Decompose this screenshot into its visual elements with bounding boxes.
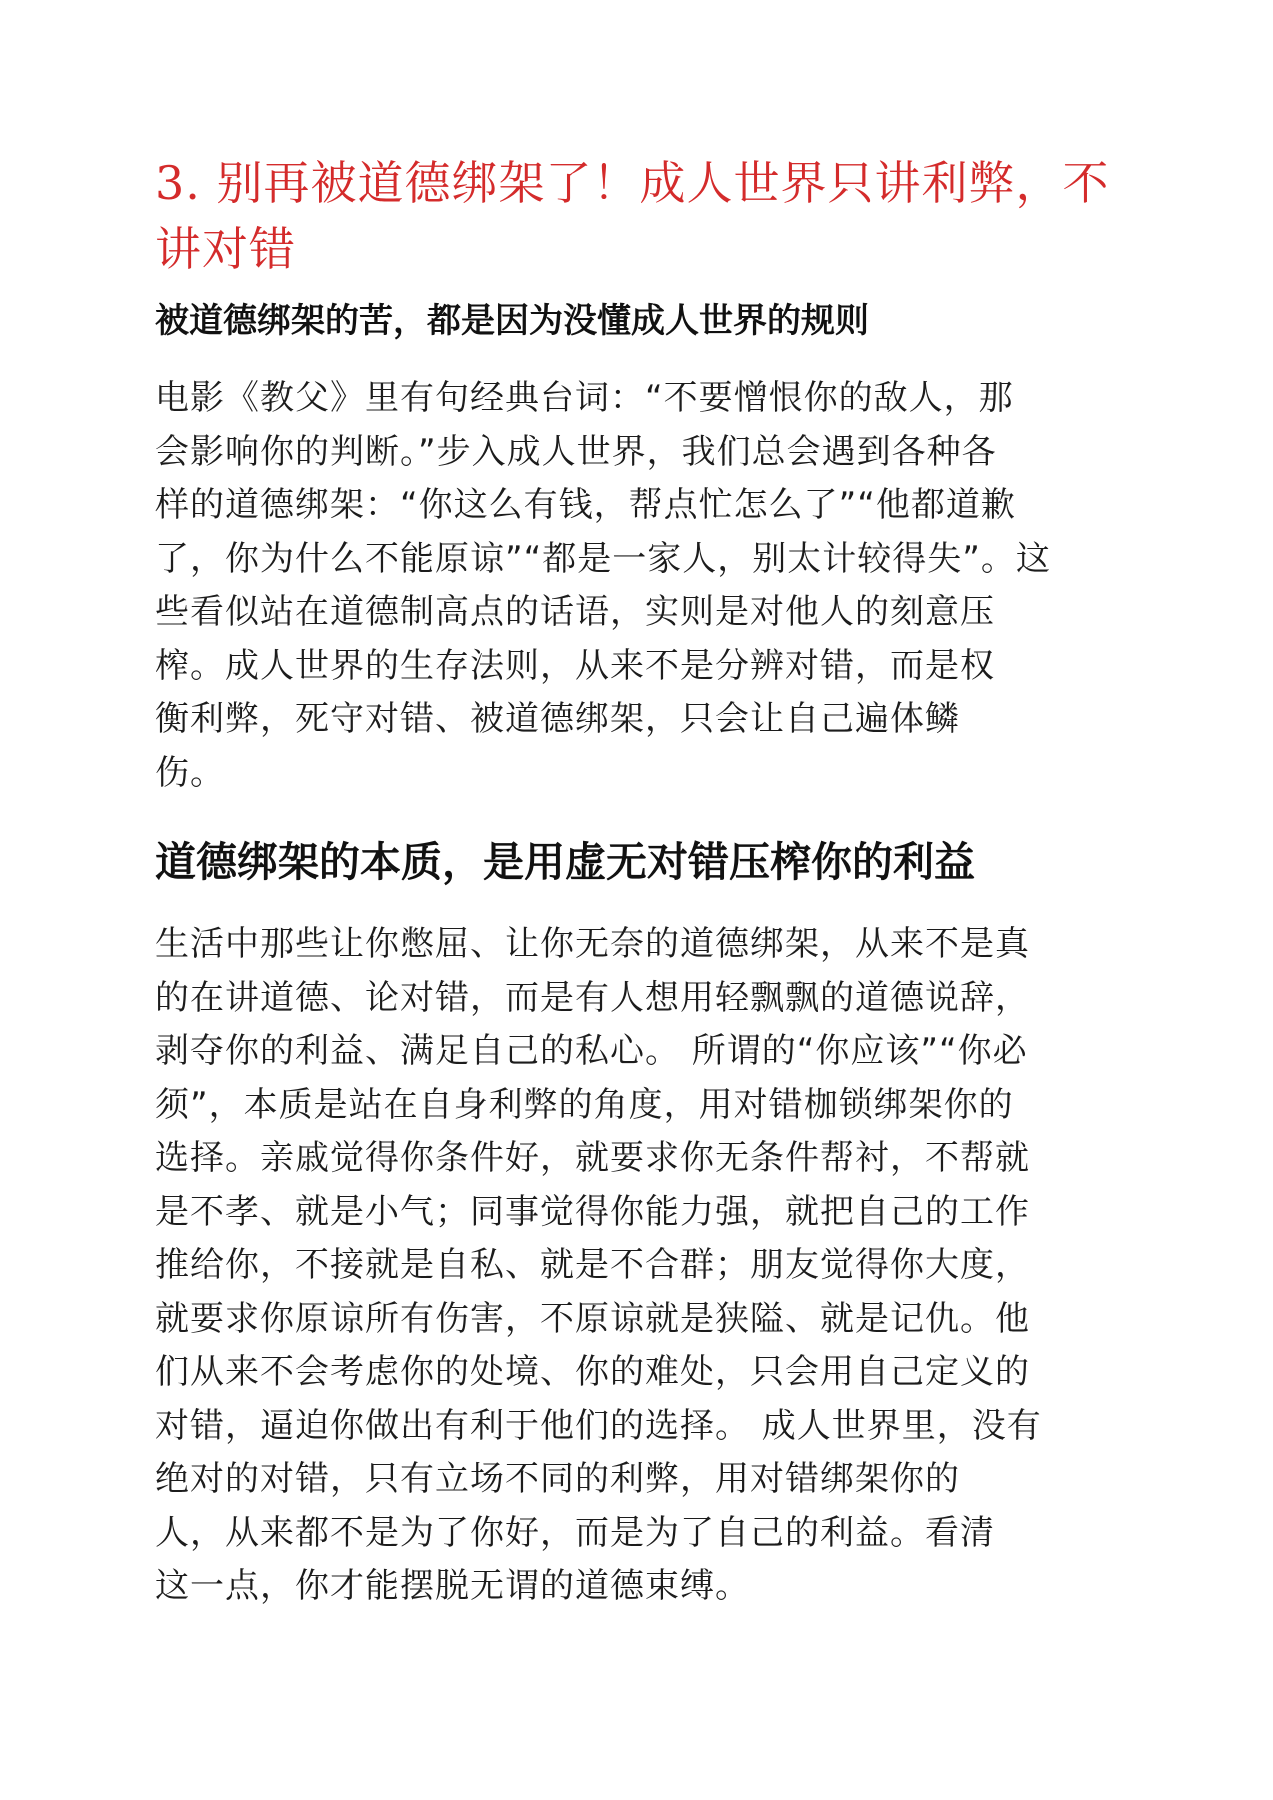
paragraph-line: 会影响你的判断。”步入成人世界，我们总会遇到各种各 (155, 431, 997, 472)
paragraph-line: 剥夺你的利益、满足自己的私心。 所谓的“你应该”“你必 (155, 1031, 1028, 1071)
paragraph-intro (155, 372, 1130, 800)
paragraph-line: 样的道德绑架：“你这么有钱，帮点忙怎么了”“他都道歉 (155, 485, 1016, 525)
paragraph-line: 榨。成人世界的生存法则，从来不是分辨对错，而是权 (155, 645, 995, 686)
title-line: 讲对错 (155, 222, 296, 276)
section-title: 道德绑架的本质，是用虚无对错压榨你的利益 (155, 838, 975, 886)
paragraph-line: 生活中那些让你憋屈、让你无奈的道德绑架，从来不是真 (155, 924, 1030, 964)
subheading: 被道德绑架的苦，都是因为没懂成人世界的规则 (155, 301, 869, 341)
paragraph-line: 衡利弊，死守对错、被道德绑架，只会让自己遍体鳞 (155, 699, 960, 739)
paragraph-line: 们从来不会考虑你的处境、你的难处，只会用自己定义的 (155, 1352, 1030, 1392)
paragraph-line: 的在讲道德、论对错，而是有人想用轻飘飘的道德说辞， (155, 977, 1030, 1018)
paragraph-line: 些看似站在道德制高点的话语，实则是对他人的刻意压 (155, 592, 995, 632)
paragraph-line: 选择。亲戚觉得你条件好，就要求你无条件帮衬，不帮就 (155, 1138, 1030, 1178)
paragraph-line: 伤。 (155, 752, 225, 793)
title-line: 3. 别再被道德绑架了！成人世界只讲利弊，不 (155, 156, 1110, 210)
paragraph-line: 绝对的对错，只有立场不同的利弊，用对错绑架你的 (155, 1459, 960, 1499)
paragraph-body (155, 918, 1130, 1614)
paragraph-line: 人，从来都不是为了你好，而是为了自己的利益。看清 (155, 1512, 995, 1553)
paragraph-line: 推给你，不接就是自私、就是不合群；朋友觉得你大度， (155, 1245, 1030, 1285)
paragraph-line: 了，你为什么不能原谅”“都是一家人，别太计较得失”。这 (155, 538, 1051, 579)
paragraph-line: 须”，本质是站在自身利弊的角度，用对错枷锁绑架你的 (155, 1084, 1014, 1125)
paragraph-line: 这一点，你才能摆脱无谓的道德束缚。 (155, 1566, 750, 1606)
paragraph-line: 对错，逼迫你做出有利于他们的选择。 成人世界里，没有 (155, 1405, 1042, 1446)
paragraph-line: 电影《教父》里有句经典台词：“不要憎恨你的敌人，那 (155, 378, 1014, 418)
paragraph-line: 就要求你原谅所有伤害，不原谅就是狭隘、就是记仇。他 (155, 1298, 1030, 1339)
article-title (155, 150, 1130, 282)
document-page (155, 150, 1130, 1614)
paragraph-line: 是不孝、就是小气；同事觉得你能力强，就把自己的工作 (155, 1191, 1030, 1232)
